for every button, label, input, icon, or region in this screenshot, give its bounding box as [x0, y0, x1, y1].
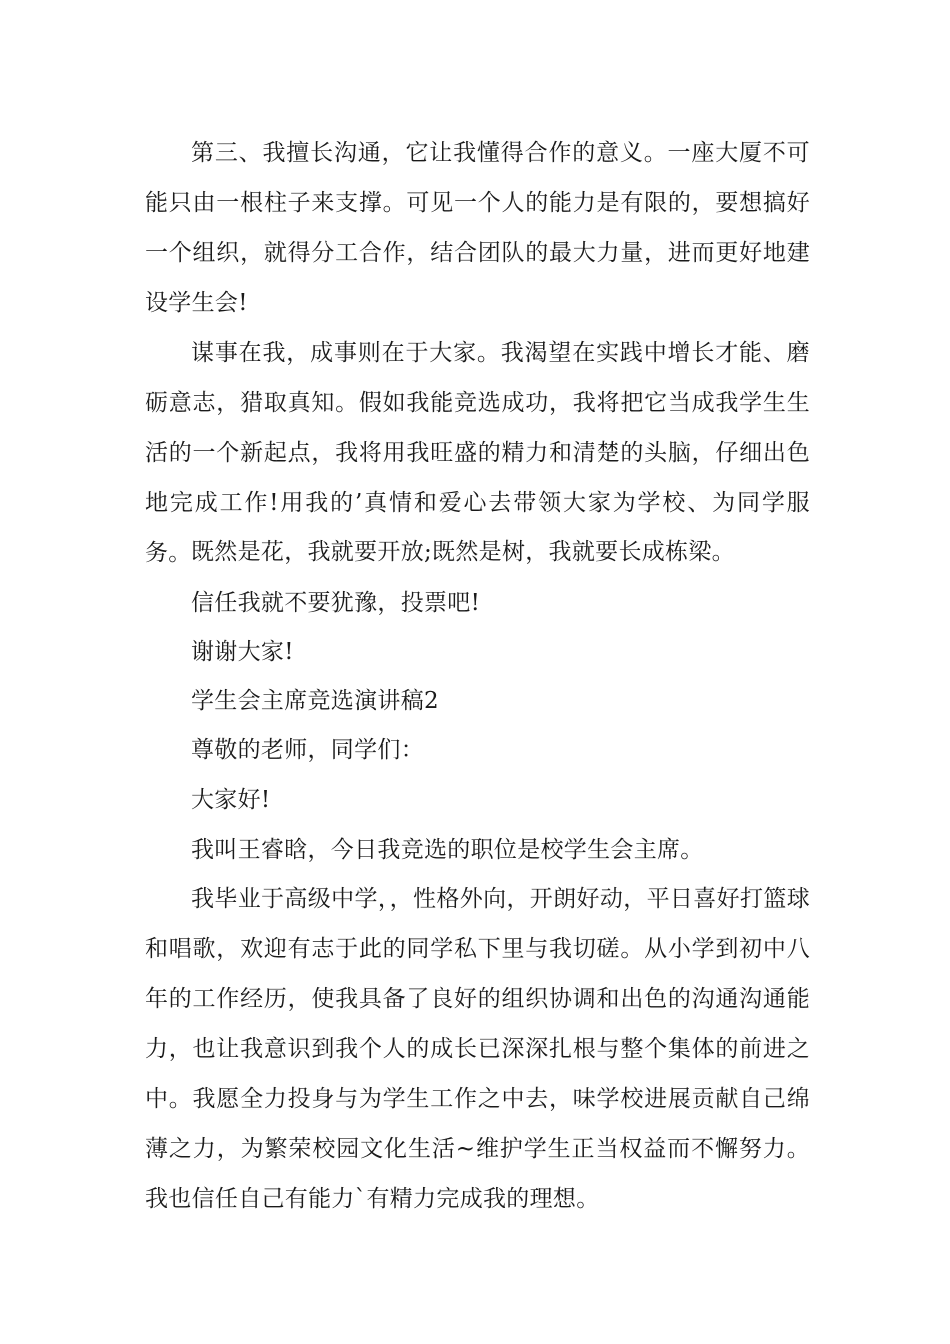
paragraph-flower-tree: 既然是花，我就要开放;既然是树，我就要长成栋梁。	[191, 539, 735, 565]
greeting: 大家好!	[191, 787, 271, 813]
speech-title: 学生会主席竞选演讲稿2	[191, 688, 439, 714]
salutation: 尊敬的老师，同学们：	[191, 737, 424, 763]
paragraph-background: 我毕业于高级中学，，性格外向，开朗好动，平日喜好打篮球和唱歌，欢迎有志于此的同学私下里与我切磋。从小学到初中八年的工作经历，使我具备了良好的组织协调和出色的沟通沟通能力，也让我意识到我个人的成长已深深扎根与整个集体的前进之中。我愿全力投身与为学生工作之中去，味学校进展贡献自己绵薄之力，为繁荣校园文化生活~维护学生正当权益而不懈努力。我也信任自己有能力`有精力完成我的理想。	[145, 886, 810, 1212]
paragraph-thanks: 谢谢大家!	[191, 639, 294, 665]
paragraph-vote-call: 信任我就不要犹豫，投票吧!	[191, 590, 481, 616]
paragraph-aspiration: 谋事在我，成事则在于大家。我渴望在实践中增长才能、磨砺意志，猎取真知。假如我能竞选成功，我将把它当成我学生生活的一个新起点，我将用我旺盛的精力和清楚的头脑，仔细出色地完成工作!用我的’真情和爱心去带领大家为学校、为同学服务。	[145, 340, 810, 566]
paragraph-communication: 第三、我擅长沟通，它让我懂得合作的意义。一座大厦不可能只由一根柱子来支撑。可见一个人的能力是有限的，要想搞好一个组织，就得分工合作，结合团队的最大力量，进而更好地建设学生会!	[145, 140, 810, 316]
paragraph-introduction: 我叫王睿晗，今日我竞选的职位是校学生会主席。	[191, 837, 704, 863]
